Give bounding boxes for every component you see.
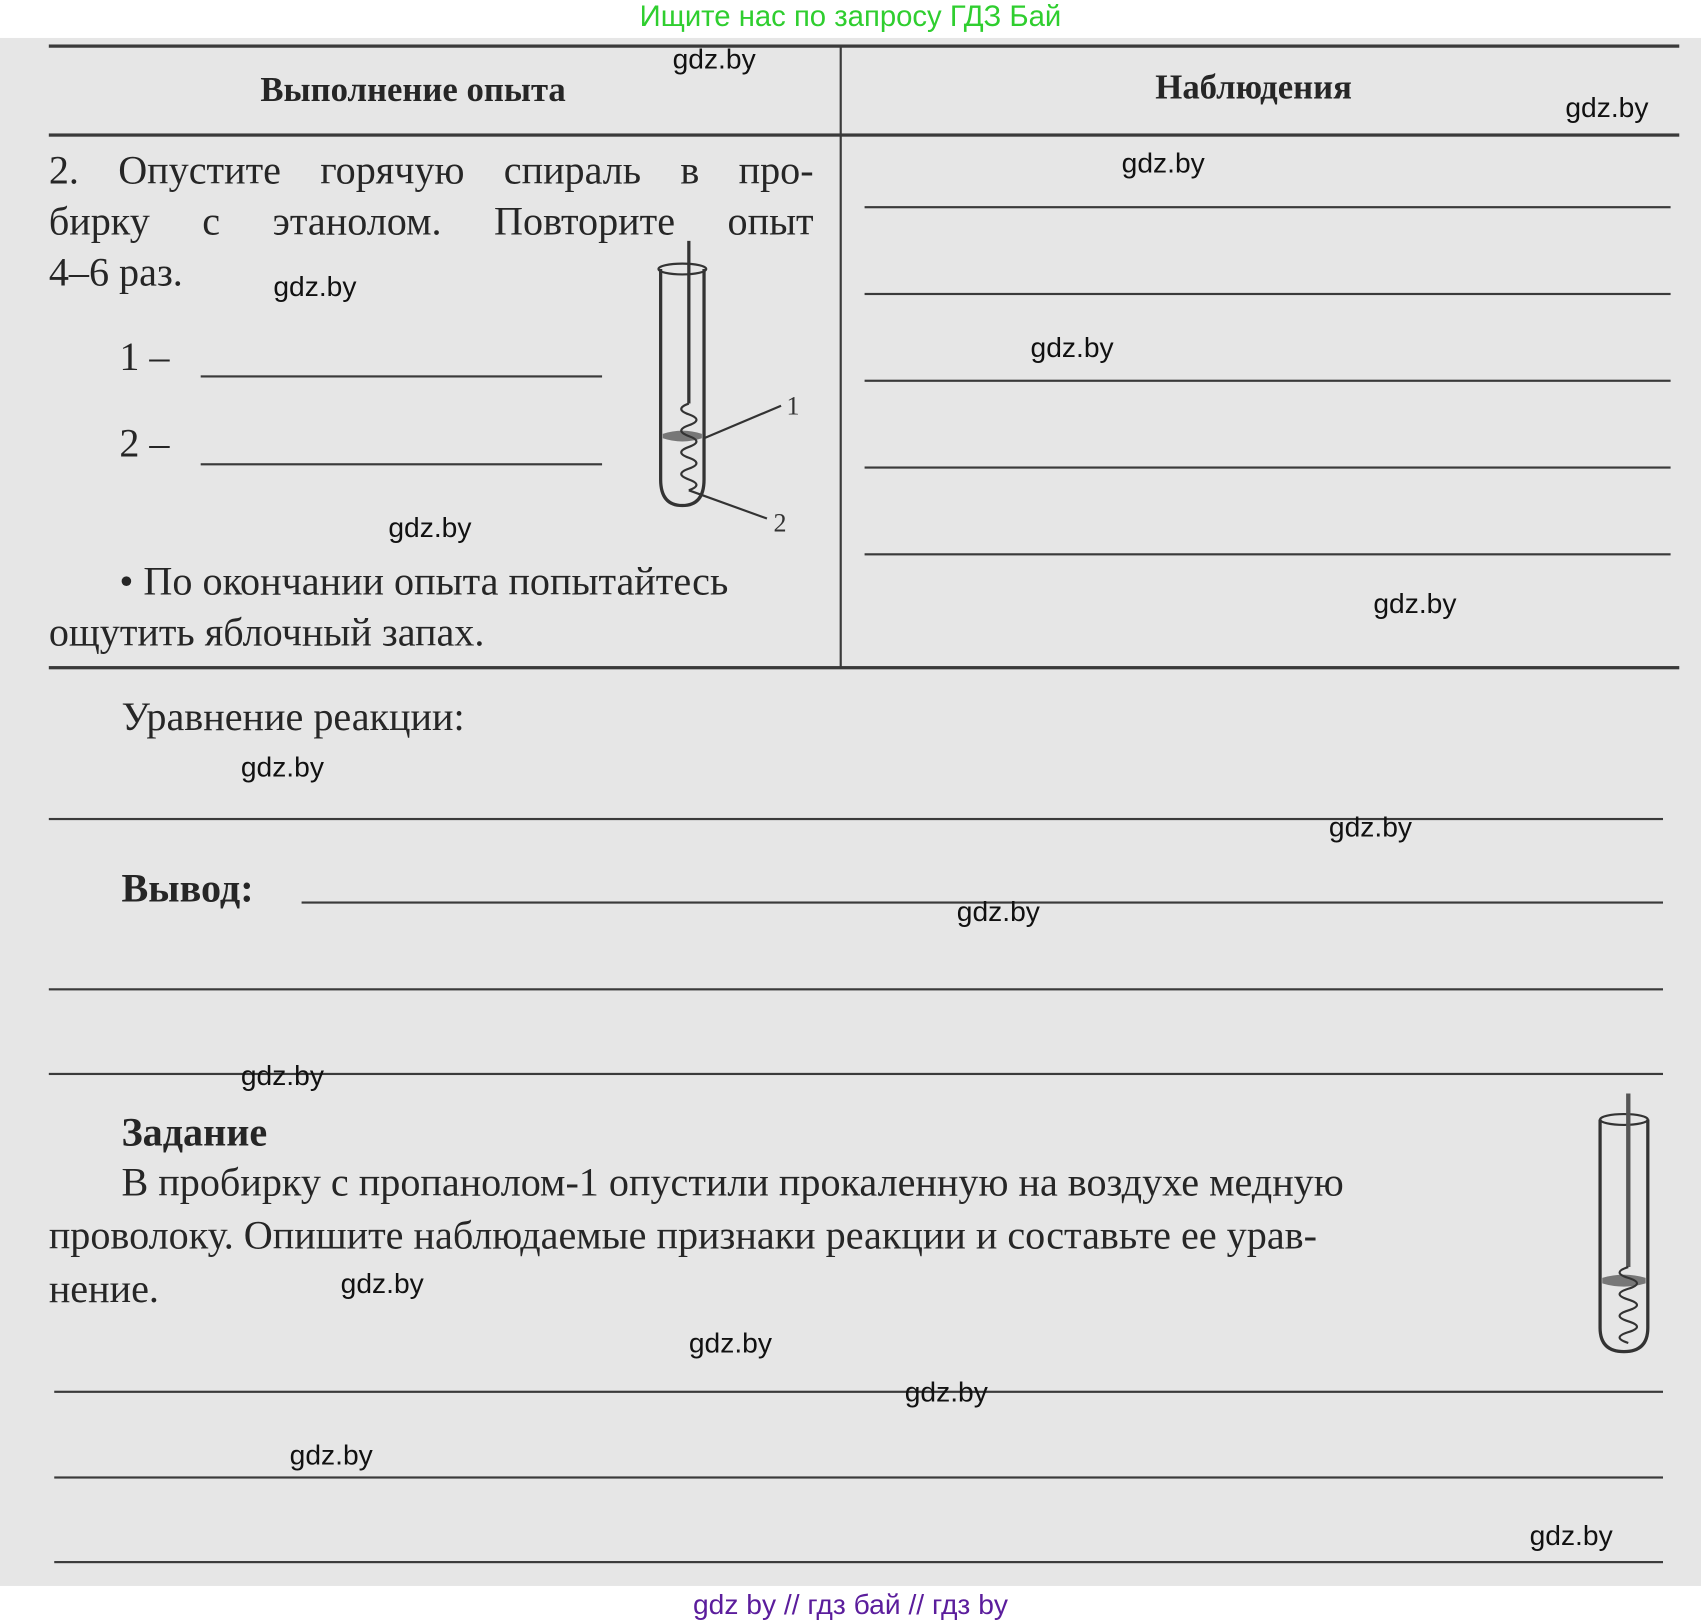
task-line: проволоку. Опишите наблюдаемые признаки реакции и составьте ее урав- xyxy=(48,1213,1317,1259)
watermark: gdz.by xyxy=(340,1267,424,1300)
footer-links[interactable]: gdz by // гдз бай // гдз by xyxy=(0,1586,1701,1624)
watermark: gdz.by xyxy=(672,42,756,75)
equation-line[interactable] xyxy=(49,818,1663,820)
figure-label-1: 1 xyxy=(786,391,800,421)
answer-line-1[interactable] xyxy=(201,375,602,377)
watermark: gdz.by xyxy=(388,510,472,544)
observation-line[interactable] xyxy=(865,466,1671,468)
answer-line[interactable] xyxy=(54,1391,1663,1393)
watermark: gdz.by xyxy=(1529,1518,1613,1552)
table-header-rule xyxy=(49,133,1679,136)
watermark: gdz.by xyxy=(240,750,324,784)
observation-line[interactable] xyxy=(865,553,1671,555)
test-tube-spiral-figure xyxy=(645,241,819,538)
task-line: нение. xyxy=(48,1267,159,1312)
observation-line[interactable] xyxy=(865,380,1671,382)
answer-line-2[interactable] xyxy=(201,463,602,465)
step-text-line: 2. Опустите горячую спираль в про- xyxy=(48,148,814,194)
conclusion-label: Вывод: xyxy=(121,866,254,912)
answer-line[interactable] xyxy=(54,1476,1663,1478)
column-header-observations: Наблюдения xyxy=(1155,67,1352,107)
figure-label-2: 2 xyxy=(773,508,787,538)
note-line: ощутить яблочный запах. xyxy=(48,610,485,656)
watermark: gdz.by xyxy=(240,1058,324,1092)
watermark: gdz.by xyxy=(289,1438,373,1471)
watermark: gdz.by xyxy=(688,1326,772,1360)
observation-line[interactable] xyxy=(865,293,1671,295)
label-1: 1 – xyxy=(119,335,170,380)
label-2: 2 – xyxy=(119,421,170,467)
conclusion-line[interactable] xyxy=(49,988,1663,990)
search-banner[interactable]: Ищите нас по запросу ГДЗ Бай xyxy=(639,0,1062,33)
workbook-page xyxy=(0,38,1701,1586)
observation-line[interactable] xyxy=(865,206,1671,208)
answer-line[interactable] xyxy=(54,1561,1663,1563)
watermark: gdz.by xyxy=(904,1375,988,1409)
table-top-rule xyxy=(49,44,1679,47)
step-text-line: 4–6 раз. xyxy=(48,250,183,296)
watermark: gdz.by xyxy=(1121,146,1205,179)
watermark: gdz.by xyxy=(1030,330,1114,364)
watermark: gdz.by xyxy=(1373,586,1457,620)
column-header-procedure: Выполнение опыта xyxy=(260,69,566,109)
task-line: В пробирку с пропанолом-1 опустили прокаленную на воздухе медную xyxy=(121,1160,1344,1206)
note-line: • По окончании опыта попытайтесь xyxy=(119,559,729,605)
task-title: Задание xyxy=(121,1110,268,1156)
table-column-divider xyxy=(840,46,842,668)
watermark: gdz.by xyxy=(273,270,357,303)
table-bottom-rule xyxy=(49,666,1679,669)
test-tube-icon xyxy=(1589,1093,1665,1364)
watermark: gdz.by xyxy=(1565,91,1649,124)
watermark: gdz.by xyxy=(1328,810,1412,843)
equation-label: Уравнение реакции: xyxy=(121,695,465,740)
watermark: gdz.by xyxy=(956,894,1040,928)
step-text-line: бирку с этанолом. Повторите опыт xyxy=(48,199,814,245)
